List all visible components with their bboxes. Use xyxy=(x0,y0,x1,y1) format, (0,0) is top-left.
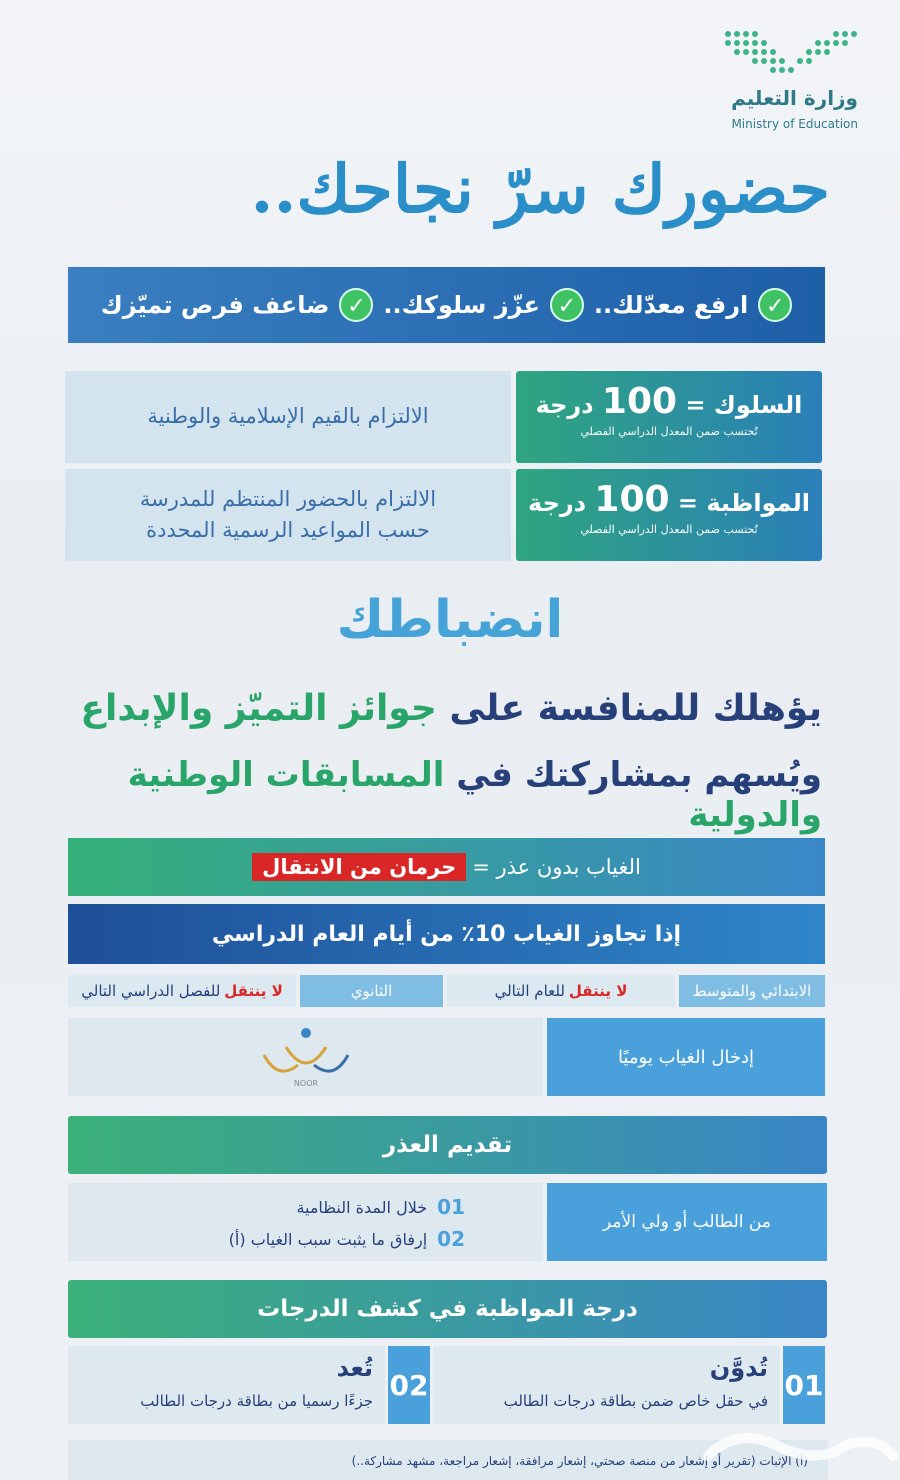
tagline-item-3: ضاعف فرص تميّزك xyxy=(100,291,330,319)
grade-card-1-text: في حقل خاص ضمن بطاقة درجات الطالب xyxy=(503,1392,768,1410)
primary-level-red: لا ينتقل xyxy=(568,982,628,1000)
excuse-num-1: 01 xyxy=(437,1195,465,1219)
ministry-name-en: Ministry of Education xyxy=(731,117,858,131)
page-title: حضورك سرّ نجاحك.. xyxy=(250,150,830,228)
behavior-value: 100 xyxy=(601,381,678,422)
secondary-level-red: لا ينتقل xyxy=(224,982,283,1000)
grade-card-2-title: تُعد xyxy=(336,1354,373,1382)
excuse-text-2: إرفاق ما يثبت سبب الغياب (أ) xyxy=(228,1229,428,1249)
contrib-text xyxy=(60,755,822,835)
qualify-text-b: جوائز التميّز والإبداع xyxy=(80,688,437,729)
grade-card-2-text: جزءًا رسميا من بطاقة درجات الطالب xyxy=(140,1392,373,1410)
list-item xyxy=(68,1227,465,1251)
grade-card-1-title: تُدوَّن xyxy=(709,1354,768,1382)
attendance-value: 100 xyxy=(594,479,670,520)
qualify-text-a: يؤهلك للمنافسة على xyxy=(436,688,822,729)
excuse-num-2: 02 xyxy=(437,1227,465,1251)
daily-entry-box: إدخال الغياب يوميًا xyxy=(547,1018,825,1096)
behavior-desc: الالتزام بالقيم الإسلامية والوطنية xyxy=(65,371,511,463)
excuse-list xyxy=(68,1183,543,1261)
contrib-text-a: ويُسهم بمشاركتك في xyxy=(444,755,822,795)
tagline-bar xyxy=(68,267,825,343)
attendance-note: تُحتسب ضمن المعدل الدراسي الفصلي xyxy=(580,523,758,536)
grade-card-2-num: 02 xyxy=(388,1346,430,1424)
primary-level-text: للعام التالي xyxy=(494,982,565,1000)
secondary-level-rule xyxy=(68,975,296,1007)
excuse-text-1: خلال المدة النظامية xyxy=(296,1197,428,1217)
discipline-heading: انضباطك xyxy=(336,590,564,650)
attendance-unit: درجة xyxy=(528,489,587,517)
noor-label: NOOR xyxy=(293,1079,318,1088)
check-icon: ✓ xyxy=(550,288,584,322)
primary-level-label: الابتدائي والمتوسط xyxy=(679,975,825,1007)
grade-card-1 xyxy=(433,1346,780,1424)
tagline-item-1: ارفع معدّلك.. xyxy=(593,291,749,319)
behavior-note: تُحتسب ضمن المعدل الدراسي الفصلي xyxy=(580,425,758,438)
absence-penalty: حرمان من الانتقال xyxy=(252,853,466,881)
behavior-grade-box xyxy=(516,371,822,463)
noor-box xyxy=(68,1018,543,1096)
exceed-bar: إذا تجاوز الغياب 10٪ من أيام العام الدراسي xyxy=(68,904,825,964)
secondary-level-text: للفصل الدراسي التالي xyxy=(81,982,221,1000)
behavior-unit: درجة xyxy=(535,391,594,419)
excuse-bar: تقديم العذر xyxy=(68,1116,827,1174)
check-icon: ✓ xyxy=(758,288,792,322)
watermark-icon xyxy=(698,1416,898,1476)
grade-card-2 xyxy=(68,1346,385,1424)
qualify-text xyxy=(60,688,822,729)
noor-logo-icon xyxy=(256,1025,356,1089)
check-icon: ✓ xyxy=(339,288,373,322)
excuse-from-box: من الطالب أو ولي الأمر xyxy=(547,1183,827,1261)
ministry-name-ar: وزارة التعليم xyxy=(731,86,858,110)
attendance-desc-line1: الالتزام بالحضور المنتظم للمدرسة xyxy=(139,486,437,511)
grade-card-1-num: 01 xyxy=(783,1346,825,1424)
behavior-label: السلوك = xyxy=(685,391,803,419)
primary-level-rule xyxy=(447,975,675,1007)
footer-note: (أ) الإثبات (تقرير أو إشعار من منصة صحتي، إشعار مرافقة، إشعار مراجعة، مشهد مشاركة..) xyxy=(68,1440,828,1480)
absence-bar xyxy=(68,838,825,896)
attendance-grade-box xyxy=(516,469,822,561)
attendance-desc xyxy=(65,469,511,561)
absence-text: الغياب بدون عذر = xyxy=(472,855,641,879)
attendance-label: المواظبة = xyxy=(677,489,810,517)
attendance-desc-line2: حسب المواعيد الرسمية المحددة xyxy=(146,518,430,542)
grade-sheet-bar: درجة المواظبة في كشف الدرجات xyxy=(68,1280,827,1338)
tagline-item-2: عزّز سلوكك.. xyxy=(383,291,540,319)
secondary-level-label: الثانوي xyxy=(300,975,443,1007)
list-item xyxy=(68,1195,465,1219)
contrib-text-b: المسابقات الوطنية والدولية xyxy=(127,755,822,835)
ministry-logo-icon xyxy=(723,28,858,78)
